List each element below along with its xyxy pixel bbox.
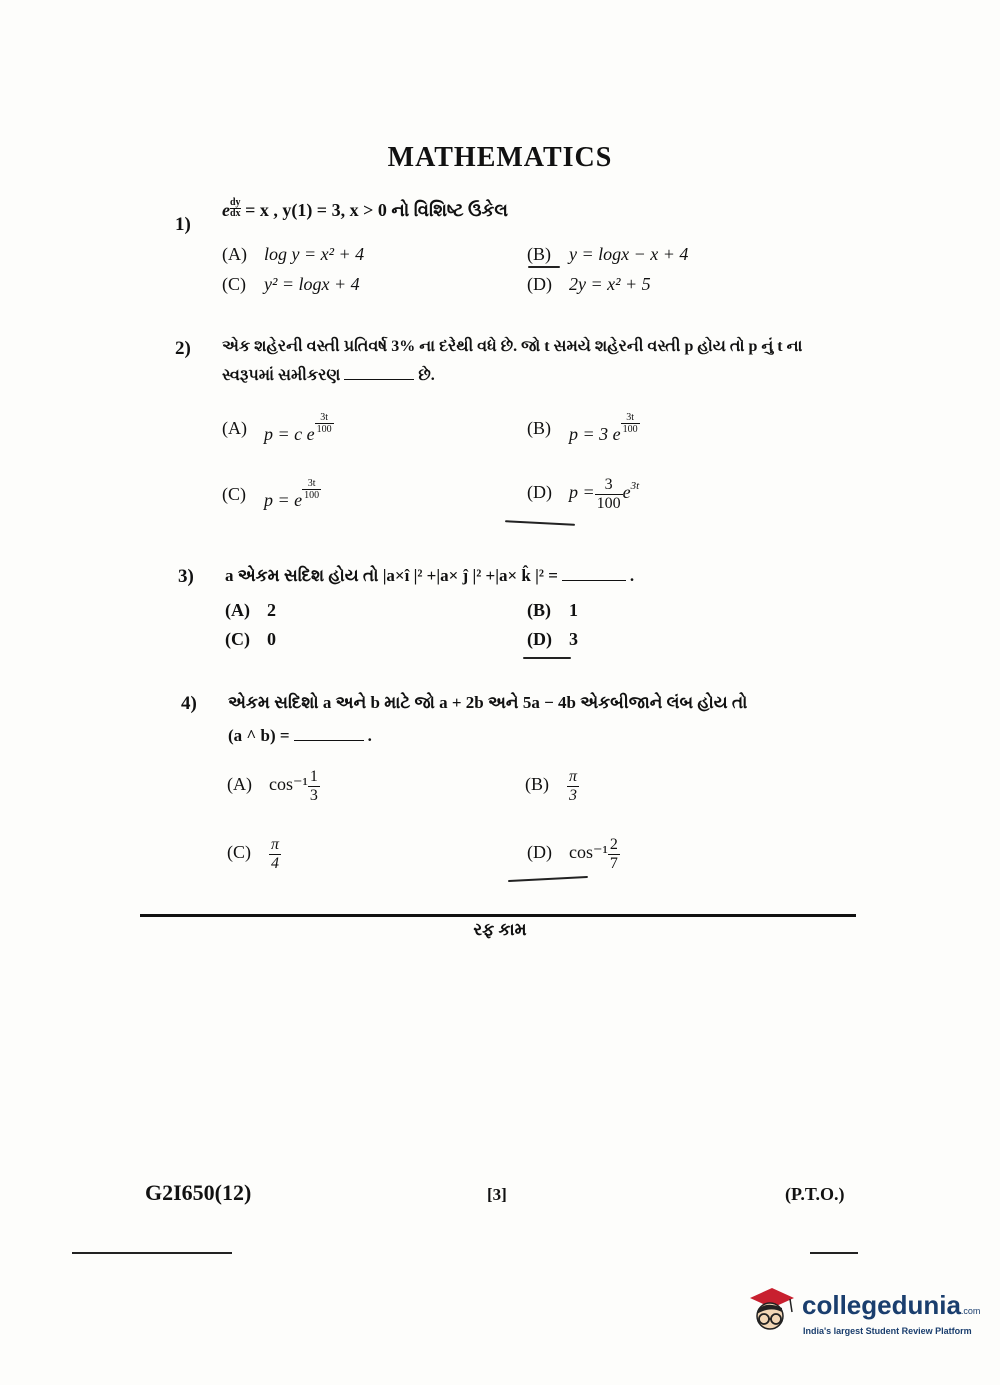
brand-name bbox=[802, 1290, 980, 1321]
question-body: (a ^ b) = bbox=[228, 726, 290, 745]
pto-label: (P.T.O.) bbox=[785, 1184, 845, 1204]
option-text: p = e bbox=[264, 490, 303, 510]
option-label: (B) bbox=[525, 774, 549, 795]
option-label: (A) bbox=[225, 600, 250, 620]
option-label: (B) bbox=[527, 244, 551, 264]
option-label: (A) bbox=[222, 244, 247, 264]
option-a bbox=[222, 412, 334, 444]
pen-underline bbox=[508, 876, 588, 882]
exp-denominator: 100 bbox=[622, 424, 638, 436]
question-text-part: સ્વરૂપમાં સમીકરણ bbox=[222, 367, 341, 384]
section-divider bbox=[140, 914, 856, 917]
option-c bbox=[222, 274, 360, 295]
option-text: 1 bbox=[569, 600, 578, 620]
frac-numerator: π bbox=[271, 836, 280, 853]
option-d bbox=[527, 476, 639, 512]
question-text: a એકમ સદિશ હોય તો |a×î |² +|a× ĵ |² +|a× k̂ |² = . bbox=[225, 566, 635, 585]
exp-numerator: 3t bbox=[315, 412, 334, 424]
pen-underline bbox=[523, 657, 571, 659]
option-label: (C) bbox=[225, 629, 250, 649]
option-label: (D) bbox=[527, 629, 552, 649]
option-text: p = bbox=[569, 482, 595, 503]
frac-numerator: 1 bbox=[309, 768, 318, 785]
option-label: (B) bbox=[527, 600, 551, 620]
exp-numerator: 3t bbox=[302, 478, 321, 490]
frac-denominator: 7 bbox=[609, 854, 618, 872]
question-number: 2) bbox=[175, 338, 191, 359]
frac-denominator: 3 bbox=[309, 786, 318, 804]
option-a bbox=[222, 244, 364, 265]
frac-denominator: 3 bbox=[569, 786, 577, 804]
question-number: 3) bbox=[178, 566, 194, 587]
frac-numerator: 3 bbox=[595, 476, 623, 495]
frac-numerator: π bbox=[569, 768, 578, 785]
option-text: cos⁻¹ bbox=[569, 842, 608, 863]
option-label: (C) bbox=[227, 842, 251, 863]
exp-denominator: 100 bbox=[304, 490, 320, 502]
option-a bbox=[227, 768, 320, 804]
option-label: (C) bbox=[222, 274, 246, 294]
question-text-line2: (a ^ b) = . bbox=[228, 726, 372, 745]
question-text-part: છે. bbox=[418, 367, 435, 384]
option-label: (D) bbox=[527, 842, 552, 863]
footer-rule-right bbox=[810, 1252, 858, 1254]
option-c bbox=[222, 478, 321, 510]
frac-numerator: 2 bbox=[609, 836, 618, 853]
option-label: (A) bbox=[222, 418, 247, 438]
exp-numerator: 3t bbox=[621, 412, 640, 424]
option-text: 3 bbox=[569, 629, 578, 649]
option-label: (A) bbox=[227, 774, 252, 795]
answer-blank bbox=[344, 379, 414, 380]
rough-work-label: રફ કામ bbox=[473, 920, 527, 939]
question-text-line2 bbox=[222, 367, 435, 385]
option-text: 2 bbox=[267, 600, 276, 620]
option-text: y² = logx + 4 bbox=[264, 274, 360, 294]
option-text: 0 bbox=[267, 629, 276, 649]
option-text: y = logx − x + 4 bbox=[569, 244, 689, 264]
option-text: cos⁻¹ bbox=[269, 774, 308, 795]
question-text: એકમ સદિશો a અને b માટે જો a + 2b અને 5a − 4b એકબીજાને લંબ હોય તો bbox=[228, 693, 748, 712]
page-number: [3] bbox=[487, 1185, 507, 1204]
question-text: એક શહેરની વસ્તી પ્રતિવર્ષ 3% ના દરેથી વધે છે. જો t સમયે શહેરની વસ્તી p હોય તો p નું t ના bbox=[222, 338, 803, 355]
option-label: (D) bbox=[527, 274, 552, 294]
option-d bbox=[527, 629, 578, 650]
option-c bbox=[225, 629, 276, 650]
option-b bbox=[525, 768, 579, 804]
pen-underline bbox=[528, 266, 560, 268]
collegedunia-logo-icon bbox=[742, 1282, 798, 1338]
pen-underline bbox=[505, 520, 575, 526]
option-text: p = 3 e bbox=[569, 424, 621, 444]
exp-numerator: dy bbox=[230, 197, 241, 208]
option-d bbox=[527, 274, 651, 295]
frac-denominator: 4 bbox=[271, 854, 279, 872]
option-b bbox=[527, 244, 688, 265]
exp-denominator: 100 bbox=[316, 424, 332, 436]
question-body: a એકમ સદિશ હોય તો |a×î |² +|a× ĵ |² +|a× k̂ |² = bbox=[225, 566, 558, 585]
option-label: (B) bbox=[527, 418, 551, 438]
option-d bbox=[527, 836, 620, 872]
option-text: 2y = x² + 5 bbox=[569, 274, 651, 294]
brand-suffix: .com bbox=[960, 1306, 981, 1316]
option-exponent: 3t bbox=[630, 480, 640, 493]
option-text-tail: e bbox=[622, 482, 631, 503]
exp-denominator: dx bbox=[230, 208, 241, 219]
question-number: 4) bbox=[181, 693, 197, 714]
option-label: (D) bbox=[527, 482, 552, 503]
option-text: p = c e bbox=[264, 424, 315, 444]
question-number: 1) bbox=[175, 214, 191, 235]
frac-denominator: 100 bbox=[596, 494, 621, 512]
page-title: MATHEMATICS bbox=[387, 142, 613, 173]
question-body: = x , y(1) = 3, x > 0 નો વિશિષ્ટ ઉકેલ bbox=[240, 200, 508, 220]
option-b bbox=[527, 600, 578, 621]
brand-tagline: India's largest Student Review Platform bbox=[803, 1326, 972, 1336]
footer-rule-left bbox=[72, 1252, 232, 1254]
option-c bbox=[227, 836, 281, 872]
paper-code: G2I650(12) bbox=[145, 1180, 252, 1205]
brand-name-text: collegedunia bbox=[802, 1290, 961, 1320]
option-text: log y = x² + 4 bbox=[264, 244, 365, 264]
answer-blank bbox=[562, 580, 626, 581]
option-label: (C) bbox=[222, 484, 246, 504]
option-a bbox=[225, 600, 276, 621]
option-b bbox=[527, 412, 640, 444]
answer-blank bbox=[294, 740, 364, 741]
question-text: e $\frac{dy}{dx}$ = x , y(1) = 3, x > 0 નો વિશિષ્ટ ઉકેલ bbox=[222, 197, 508, 220]
